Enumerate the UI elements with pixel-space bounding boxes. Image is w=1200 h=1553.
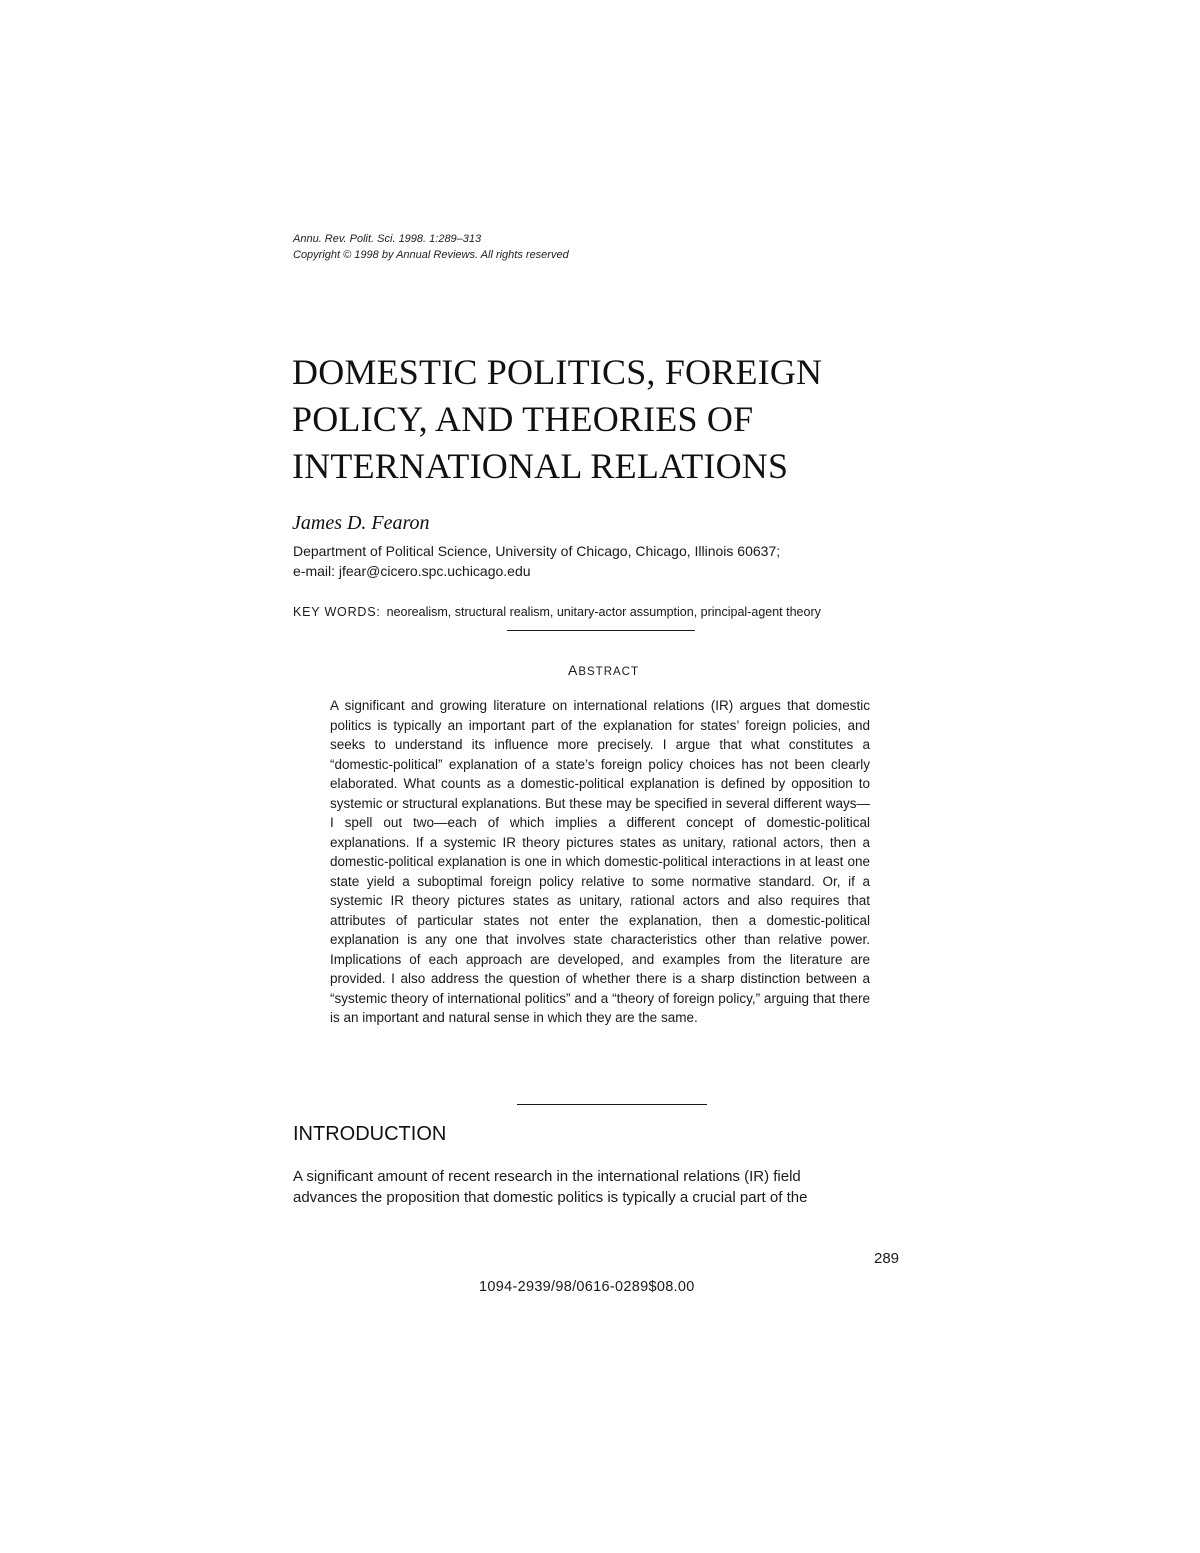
author-affiliation <box>293 541 780 581</box>
abstract-heading-initial: A <box>567 662 579 678</box>
author-name: James D. Fearon <box>292 512 430 534</box>
introduction-text <box>293 1166 907 1208</box>
title-line-3: INTERNATIONAL RELATIONS <box>292 446 789 486</box>
abstract-heading-rest: BSTRACT <box>578 666 639 678</box>
keywords-label: KEY WORDS: <box>293 605 381 619</box>
intro-line-1: A significant amount of recent research in the international relations (IR) field <box>293 1168 801 1185</box>
abstract-text: A significant and growing literature on international relations (IR) argues that domestic politics is typically an important part of the explanation for states’ foreign policies, and seeks to understand its influence more precisely. I argue that what constitutes a “domestic-political” explanation of a state’s foreign policy choices has not been clearly elaborated. What counts as a domestic-political explanation is defined by opposition to systemic or structural explanations. But these may be specified in several different ways—I spell out two—each of which implies a different concept of domestic-political explanations. If a systemic IR theory pictures states as unitary, rational actors, then a domestic-political explanation is one in which domestic-political interactions in at least one state yield a suboptimal foreign policy relative to some normative standard. Or, if a systemic IR theory pictures states as unitary, rational actors and also requires that attributes of particular states not enter the explanation, then a domestic-political explanation is any one that involves state characteristics other than relative power. Implications of each approach are developed, and examples from the literature are provided. I also address the question of whether there is a sharp distinction between a “systemic theory of international politics” and a “theory of foreign policy,” arguing that there is an important and natural sense in which they are the same. <box>330 698 870 1025</box>
introduction-heading: INTRODUCTION <box>293 1123 447 1145</box>
intro-line-2: advances the proposition that domestic politics is typically a crucial part of the <box>293 1189 808 1206</box>
affiliation-line-1: Department of Political Science, University of Chicago, Chicago, Illinois 60637; <box>293 543 781 559</box>
copyright-notice: Copyright © 1998 by Annual Reviews. All rights reserved <box>293 249 569 261</box>
journal-header <box>293 231 569 263</box>
article-title <box>292 349 912 490</box>
issn-code: 1094-2939/98/0616-0289$08.00 <box>479 1279 695 1295</box>
keywords-list: neorealism, structural realism, unitary-actor assumption, principal-agent theory <box>386 605 821 619</box>
keywords <box>293 603 821 621</box>
abstract-heading <box>0 662 1200 678</box>
page-number: 289 <box>874 1250 900 1267</box>
journal-citation: Annu. Rev. Polit. Sci. 1998. 1:289–313 <box>293 233 482 245</box>
abstract-top-rule <box>507 630 695 631</box>
title-line-1: DOMESTIC POLITICS, FOREIGN <box>292 352 823 392</box>
abstract-bottom-rule <box>517 1104 707 1105</box>
affiliation-line-2: e-mail: jfear@cicero.spc.uchicago.edu <box>293 563 531 579</box>
title-line-2: POLICY, AND THEORIES OF <box>292 399 754 439</box>
